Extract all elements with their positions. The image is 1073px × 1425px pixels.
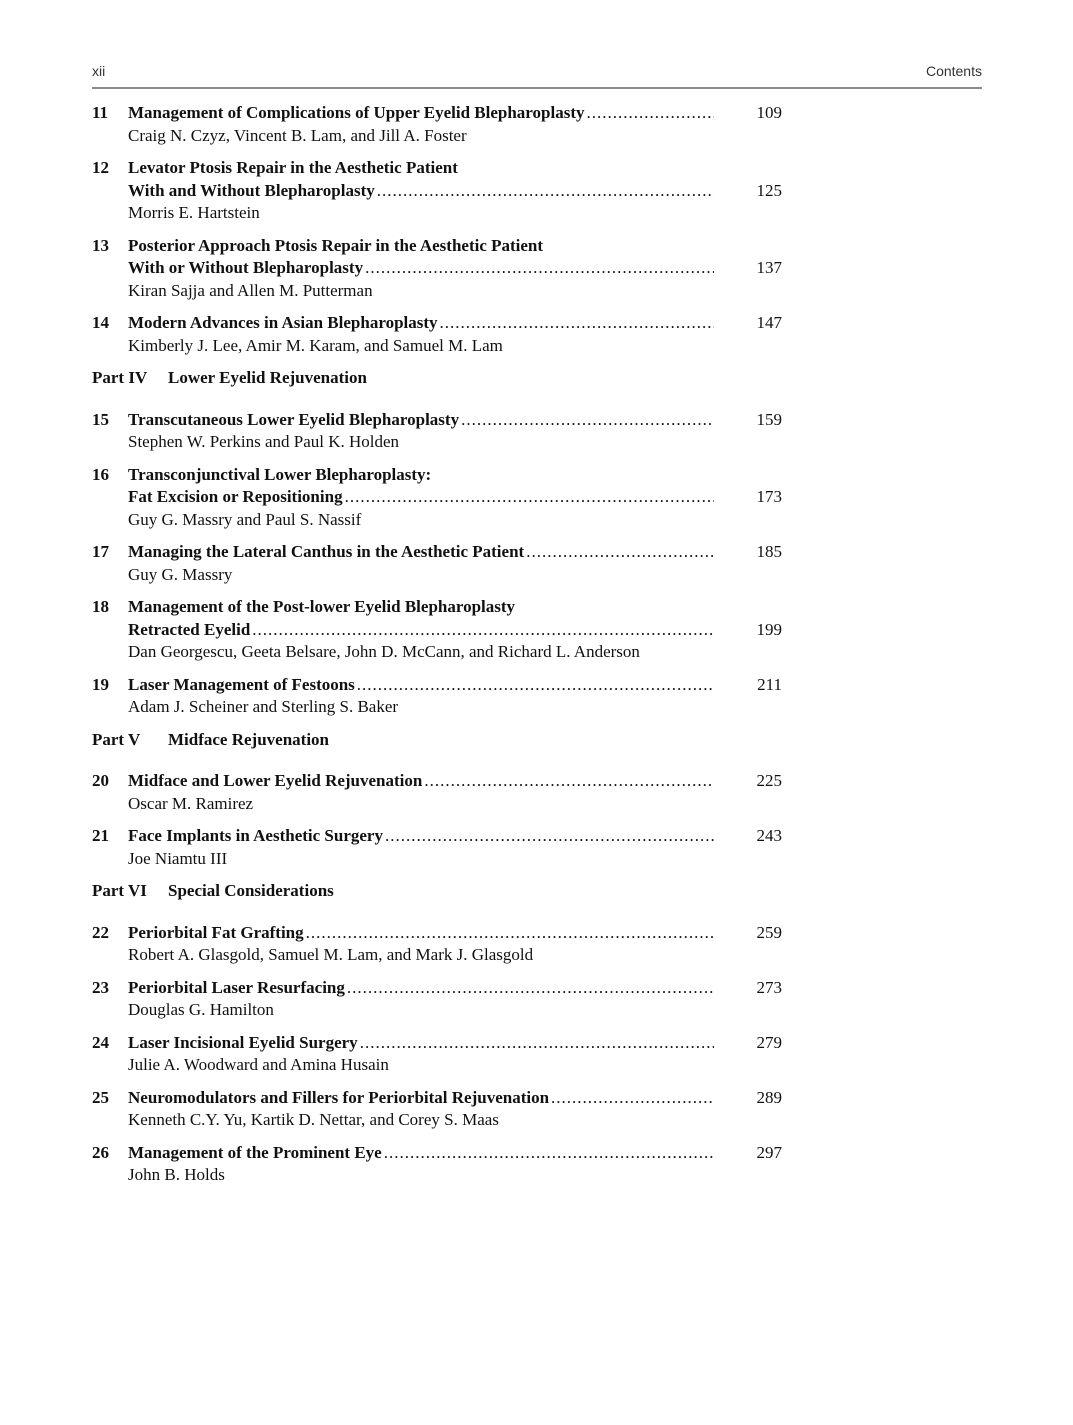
chapter-number: 18: [92, 597, 109, 616]
chapter-number: 21: [92, 826, 109, 845]
chapter-title-text: Management of the Prominent Eye: [128, 1142, 382, 1162]
chapter-number: 17: [92, 542, 109, 561]
chapter-number: 23: [92, 977, 109, 997]
chapter-title-text: Retracted Eyelid: [128, 619, 251, 639]
chapter-number: 15: [92, 409, 109, 429]
chapter-title-line: [128, 235, 714, 258]
running-title: Contents: [925, 63, 982, 79]
chapter-title-line: [128, 157, 714, 180]
toc-entry[interactable]: [92, 541, 782, 586]
page-reference: 199: [756, 619, 782, 639]
page-reference: 259: [756, 922, 782, 942]
chapter-title-line: [128, 619, 782, 642]
page-reference: 225: [756, 771, 782, 790]
chapter-number: 22: [92, 922, 109, 942]
toc-entry[interactable]: [92, 409, 782, 454]
chapter-title-line: [128, 180, 782, 203]
chapter-title-text: Periorbital Laser Resurfacing: [128, 977, 345, 997]
part-heading: [92, 880, 782, 903]
part-title: Special Considerations: [168, 881, 334, 900]
page-reference: 109: [756, 103, 782, 122]
toc-entry[interactable]: [92, 770, 782, 815]
chapter-title-text: Face Implants in Aesthetic Surgery: [128, 826, 383, 845]
chapter-title-line: [128, 770, 782, 793]
toc-entry[interactable]: [92, 464, 782, 532]
chapter-number: 11: [92, 103, 109, 122]
page-reference: 185: [756, 542, 782, 561]
page-reference: 297: [756, 1142, 782, 1162]
dot-leader: [345, 486, 714, 509]
chapter-title-line: [128, 977, 782, 1000]
dot-leader: [424, 770, 714, 793]
dot-leader: [440, 312, 714, 335]
toc-entry[interactable]: [92, 102, 782, 147]
part-heading: [92, 729, 782, 752]
chapter-authors: Guy G. Massry and Paul S. Nassif: [128, 509, 362, 529]
chapter-number: 26: [92, 1142, 109, 1162]
dot-leader: [526, 541, 714, 564]
chapter-title-line: [128, 312, 782, 335]
chapter-title-line: [128, 464, 714, 487]
chapter-title-text: Transconjunctival Lower Blepharoplasty:: [128, 464, 432, 484]
page-reference: 289: [756, 1087, 782, 1107]
part-title: Lower Eyelid Rejuvenation: [168, 368, 367, 387]
chapter-title-line: [128, 102, 782, 125]
chapter-authors: Oscar M. Ramirez: [128, 793, 254, 813]
chapter-title-text: With and Without Blepharoplasty: [128, 180, 375, 200]
toc-entry[interactable]: [92, 674, 782, 719]
chapter-title-text: Laser Management of Festoons: [128, 674, 355, 694]
chapter-title-line: [128, 409, 782, 432]
dot-leader: [306, 922, 714, 945]
chapter-title-line: [128, 1087, 782, 1110]
chapter-title-text: Modern Advances in Asian Blepharoplasty: [128, 313, 438, 332]
chapter-number: 25: [92, 1087, 109, 1107]
page-reference: 273: [756, 977, 782, 997]
chapter-number: 19: [92, 674, 109, 694]
part-label: Part VI: [92, 881, 147, 900]
toc-entry[interactable]: [92, 157, 782, 225]
dot-leader: [252, 619, 714, 642]
dot-leader: [365, 257, 714, 280]
chapter-title-line: [128, 596, 714, 619]
chapter-authors: Kimberly J. Lee, Amir M. Karam, and Samuel M. Lam: [128, 335, 503, 355]
chapter-authors: Adam J. Scheiner and Sterling S. Baker: [128, 697, 399, 716]
table-of-contents: [92, 102, 782, 1197]
chapter-title-line: [128, 1142, 782, 1165]
chapter-title-line: [128, 541, 782, 564]
dot-leader: [551, 1087, 714, 1110]
header-rule: [92, 87, 982, 89]
toc-entry[interactable]: [92, 922, 782, 967]
page-reference: 125: [756, 180, 782, 200]
chapter-authors: Craig N. Czyz, Vincent B. Lam, and Jill A. Foster: [128, 125, 467, 145]
dot-leader: [587, 102, 715, 125]
dot-leader: [377, 180, 714, 203]
chapter-authors: Joe Niamtu III: [128, 848, 228, 868]
chapter-authors: Guy G. Massry: [128, 564, 233, 584]
part-label: Part IV: [92, 368, 148, 387]
dot-leader: [347, 977, 714, 1000]
dot-leader: [385, 825, 714, 848]
chapter-title-line: [128, 1032, 782, 1055]
page-number: xii: [92, 63, 106, 79]
toc-entry[interactable]: [92, 1142, 782, 1187]
chapter-title-text: Management of the Post-lower Eyelid Blepharoplasty: [128, 597, 516, 616]
chapter-number: 24: [92, 1032, 109, 1052]
chapter-number: 13: [92, 235, 109, 255]
toc-entry[interactable]: [92, 825, 782, 870]
chapter-title-text: Fat Excision or Repositioning: [128, 487, 343, 506]
chapter-title-text: Transcutaneous Lower Eyelid Blepharoplasty: [128, 409, 460, 429]
chapter-title-line: [128, 674, 782, 697]
page-reference: 137: [756, 258, 782, 277]
page-reference: 173: [756, 487, 782, 506]
dot-leader: [360, 1032, 714, 1055]
part-title: Midface Rejuvenation: [168, 729, 330, 749]
chapter-title-text: Managing the Lateral Canthus in the Aesthetic Patient: [128, 542, 525, 561]
toc-entry[interactable]: [92, 1032, 782, 1077]
chapter-number: 12: [92, 158, 109, 177]
toc-entry[interactable]: [92, 977, 782, 1022]
page-reference: 211: [757, 674, 782, 694]
part-label: Part V: [92, 729, 141, 749]
chapter-title-text: Midface and Lower Eyelid Rejuvenation: [128, 771, 423, 790]
page-reference: 279: [756, 1032, 782, 1052]
page-reference: 159: [756, 409, 782, 429]
chapter-title-line: [128, 825, 782, 848]
dot-leader: [461, 409, 714, 432]
page-reference: 243: [756, 826, 782, 845]
toc-entry[interactable]: [92, 1087, 782, 1132]
dot-leader: [384, 1142, 714, 1165]
chapter-title-text: Neuromodulators and Fillers for Periorbital Rejuvenation: [128, 1087, 550, 1107]
part-heading: [92, 367, 782, 390]
chapter-title-text: Periorbital Fat Grafting: [128, 922, 304, 942]
toc-entry[interactable]: [92, 596, 782, 664]
chapter-authors: Robert A. Glasgold, Samuel M. Lam, and Mark J. Glasgold: [128, 945, 534, 964]
chapter-authors: Stephen W. Perkins and Paul K. Holden: [128, 432, 400, 451]
chapter-title-text: Levator Ptosis Repair in the Aesthetic Patient: [128, 158, 458, 177]
toc-entry[interactable]: [92, 312, 782, 357]
toc-entry[interactable]: [92, 235, 782, 303]
chapter-authors: Douglas G. Hamilton: [128, 1000, 274, 1019]
page-reference: 147: [756, 313, 782, 332]
chapter-title-text: With or Without Blepharoplasty: [128, 258, 364, 277]
chapter-authors: Dan Georgescu, Geeta Belsare, John D. McCann, and Richard L. Anderson: [128, 642, 640, 661]
page-header: [92, 63, 982, 87]
chapter-title-line: [128, 486, 782, 509]
chapter-authors: Kenneth C.Y. Yu, Kartik D. Nettar, and Corey S. Maas: [128, 1110, 499, 1129]
chapter-number: 14: [92, 313, 109, 332]
chapter-authors: Morris E. Hartstein: [128, 203, 260, 222]
chapter-authors: Julie A. Woodward and Amina Husain: [128, 1055, 389, 1074]
dot-leader: [357, 674, 714, 697]
chapter-authors: Kiran Sajja and Allen M. Putterman: [128, 280, 373, 300]
chapter-title-line: [128, 257, 782, 280]
chapter-title-line: [128, 922, 782, 945]
chapter-title-text: Management of Complications of Upper Eyelid Blepharoplasty: [128, 103, 585, 122]
chapter-title-text: Laser Incisional Eyelid Surgery: [128, 1032, 358, 1052]
chapter-number: 20: [92, 771, 109, 790]
chapter-number: 16: [92, 464, 109, 484]
chapter-title-text: Posterior Approach Ptosis Repair in the Aesthetic Patient: [128, 235, 544, 255]
chapter-authors: John B. Holds: [128, 1165, 225, 1184]
